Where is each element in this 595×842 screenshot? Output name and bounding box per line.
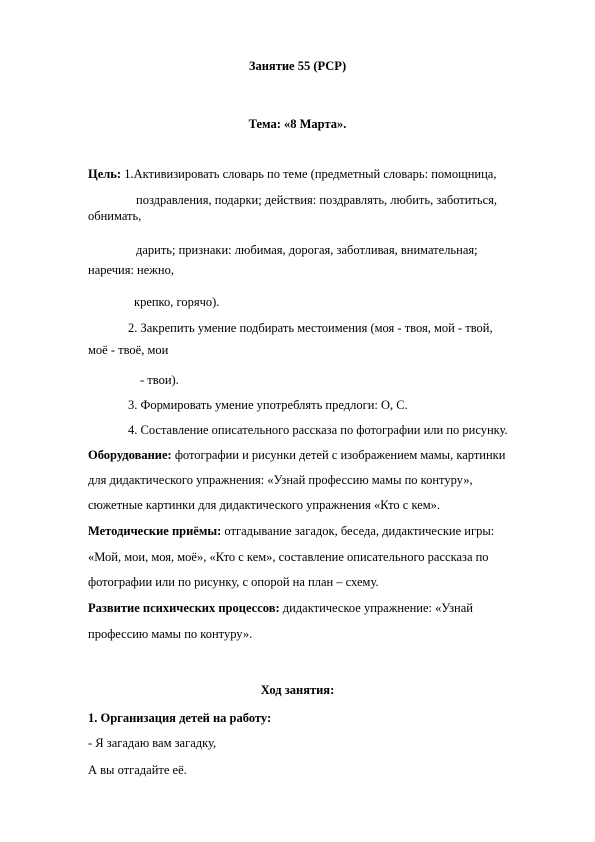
equipment-label: Оборудование: (88, 448, 172, 462)
lesson-topic: Тема: «8 Марта». (248, 117, 347, 131)
goal-line-1: Цель: 1.Активизировать словарь по теме (предметный словарь: помощница, (88, 167, 497, 181)
methods-line-1: Методические приёмы: отгадывание загадок, беседа, дидактические игры: (88, 524, 495, 538)
methods-line-2: «Мой, мои, моя, моё», «Кто с кем», составление описательного рассказа по (88, 550, 489, 564)
goal-item-4: 4. Составление описательного рассказа по фотографии или по рисунку. (128, 423, 508, 437)
development-line-2: профессию мамы по контуру». (88, 627, 253, 641)
development-line-1: Развитие психических процессов: дидактическое упражнение: «Узнай (88, 601, 473, 615)
course-line-1: - Я загадаю вам загадку, (88, 736, 217, 750)
goal-line-3: обнимать, (88, 209, 142, 223)
goal-item-2-line-3: - твои). (140, 373, 179, 387)
goal-line-5: наречия: нежно, (88, 263, 174, 277)
course-title: Ход занятия: (260, 683, 335, 697)
goal-item-2-line-1: 2. Закрепить умение подбирать местоимения (моя - твоя, мой - твой, (128, 321, 493, 335)
methods-label: Методические приёмы: (88, 524, 222, 538)
lesson-title: Занятие 55 (РСР) (248, 59, 347, 73)
equipment-line-3: сюжетные картинки для дидактического упражнения «Кто с кем». (88, 498, 441, 512)
methods-line-3: фотографии или по рисунку, с опорой на план – схему. (88, 575, 379, 589)
equipment-line-2: для дидактического упражнения: «Узнай профессию мамы по контуру», (88, 473, 473, 487)
goal-item-3: 3. Формировать умение употреблять предлоги: О, С. (128, 398, 408, 412)
course-line-2: А вы отгадайте её. (88, 763, 187, 777)
goal-item-2-line-2: моё - твоё, мои (88, 343, 169, 357)
goal-label: Цель: (88, 167, 122, 181)
goal-line-6: крепко, горячо). (134, 295, 220, 309)
course-section-1: 1. Организация детей на работу: (88, 711, 272, 725)
development-label: Развитие психических процессов: (88, 601, 280, 615)
goal-line-2: поздравления, подарки; действия: поздравлять, любить, заботиться, (136, 193, 498, 207)
equipment-line-1: Оборудование: фотографии и рисунки детей с изображением мамы, картинки (88, 448, 506, 462)
goal-line-4: дарить; признаки: любимая, дорогая, заботливая, внимательная; (136, 243, 478, 257)
